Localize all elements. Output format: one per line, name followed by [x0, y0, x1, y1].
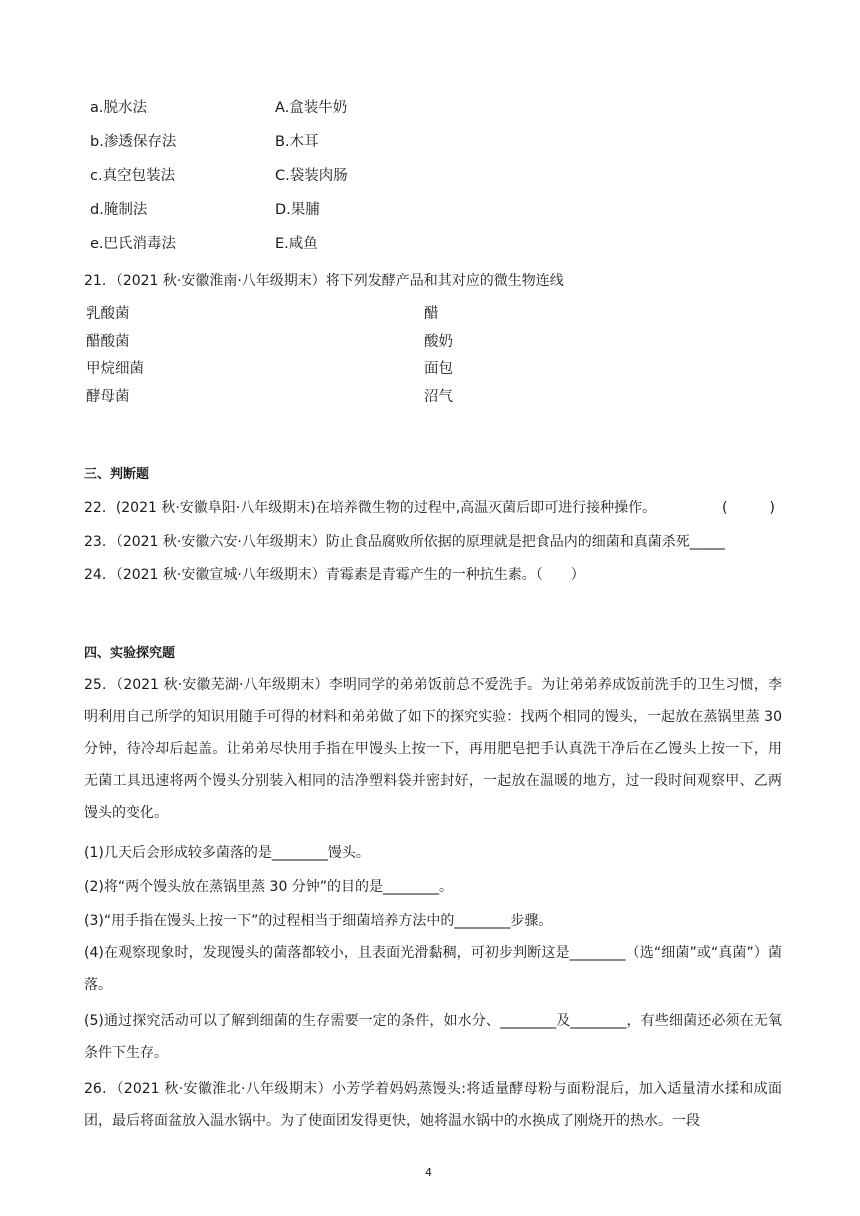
matching-left-item: e.巴氏消毒法: [90, 236, 177, 252]
section-title-experiment: 四、实验探究题: [84, 646, 176, 661]
matching-right-item: B.木耳: [275, 134, 319, 150]
matching-right-item: C.袋装肉肠: [275, 168, 348, 184]
matching-left-item: b.渗透保存法: [90, 134, 177, 150]
microbe-item: 乳酸菌: [86, 306, 130, 322]
matching-left-item: d.腌制法: [90, 202, 148, 218]
question-25-part-4: (4)在观察现象时，发现馒头的菌落都较小，且表面光滑黏稠，可初步判断这是________（选“细菌”或“真菌”）菌落。: [84, 945, 782, 993]
question-21-header: 21．（2021 秋·安徽淮南·八年级期末）将下列发酵产品和其对应的微生物连线: [84, 273, 564, 289]
microbe-item: 甲烷细菌: [86, 361, 144, 377]
microbe-item: 醋酸菌: [86, 334, 130, 350]
section-title-judgement: 三、判断题: [84, 467, 150, 482]
question-25-stem: 25．（2021 秋·安徽芜湖·八年级期末）李明同学的弟弟饭前总不爱洗手。为让弟弟养成饭前洗手的卫生习惯，李明利用自己所学的知识用随手可得的材料和弟弟做了如下的探究实验：找两个相同的馒头，一起放在蒸锅里蒸 30 分钟，待冷却后起盖。让弟弟尽快用手指在甲馒头上按一下，再用肥皂把手认真洗干净后在乙馒头上按一下，用无菌工具迅速将两个馒头分别装入相同的洁净塑料袋并密封好，一起放在温暖的地方，过一段时间观察甲、乙两馒头的变化。: [84, 677, 782, 821]
product-item: 沼气: [424, 389, 453, 405]
product-item: 酸奶: [424, 334, 453, 350]
question-26-stem: 26．（2021 秋·安徽淮北·八年级期末）小芳学着妈妈蒸馒头:将适量酵母粉与面粉混后，加入适量清水揉和成面团，最后将面盆放入温水锅中。为了使面团发得更快，她将温水锅中的水换成了刚烧开的热水。一段: [84, 1081, 782, 1129]
question-25-part-5: (5)通过探究活动可以了解到细菌的生存需要一定的条件，如水分、________及________，有些细菌还必须在无氧条件下生存。: [84, 1013, 782, 1061]
matching-right-item: D.果脯: [275, 202, 320, 218]
matching-left-item: c.真空包装法: [90, 168, 176, 184]
question-25-part-3: (3)“用手指在馒头上按一下”的过程相当于细菌培养方法中的________步骤。: [84, 913, 553, 929]
microbe-item: 酵母菌: [86, 389, 130, 405]
matching-right-item: A.盒装牛奶: [275, 100, 348, 116]
question-22: 22．(2021 秋·安徽阜阳·八年级期末)在培养微生物的过程中,高温灭菌后即可进行接种操作。: [84, 500, 657, 516]
product-item: 醋: [424, 306, 439, 322]
matching-left-item: a.脱水法: [90, 100, 147, 116]
page-number: 4: [425, 1166, 432, 1179]
question-25-part-1: (1)几天后会形成较多菌落的是________馒头。: [84, 845, 370, 861]
answer-bracket: ( ): [722, 500, 775, 516]
question-25-part-2: (2)将“两个馒头放在蒸锅里蒸 30 分钟”的目的是________。: [84, 879, 454, 895]
product-item: 面包: [424, 361, 453, 377]
question-24: 24．（2021 秋·安徽宣城·八年级期末）青霉素是青霉产生的一种抗生素。（ ）: [84, 567, 585, 583]
matching-right-item: E.咸鱼: [275, 236, 318, 252]
question-23: 23．（2021 秋·安徽六安·八年级期末）防止食品腐败所依据的原理就是把食品内的细菌和真菌杀死_____: [84, 534, 725, 550]
